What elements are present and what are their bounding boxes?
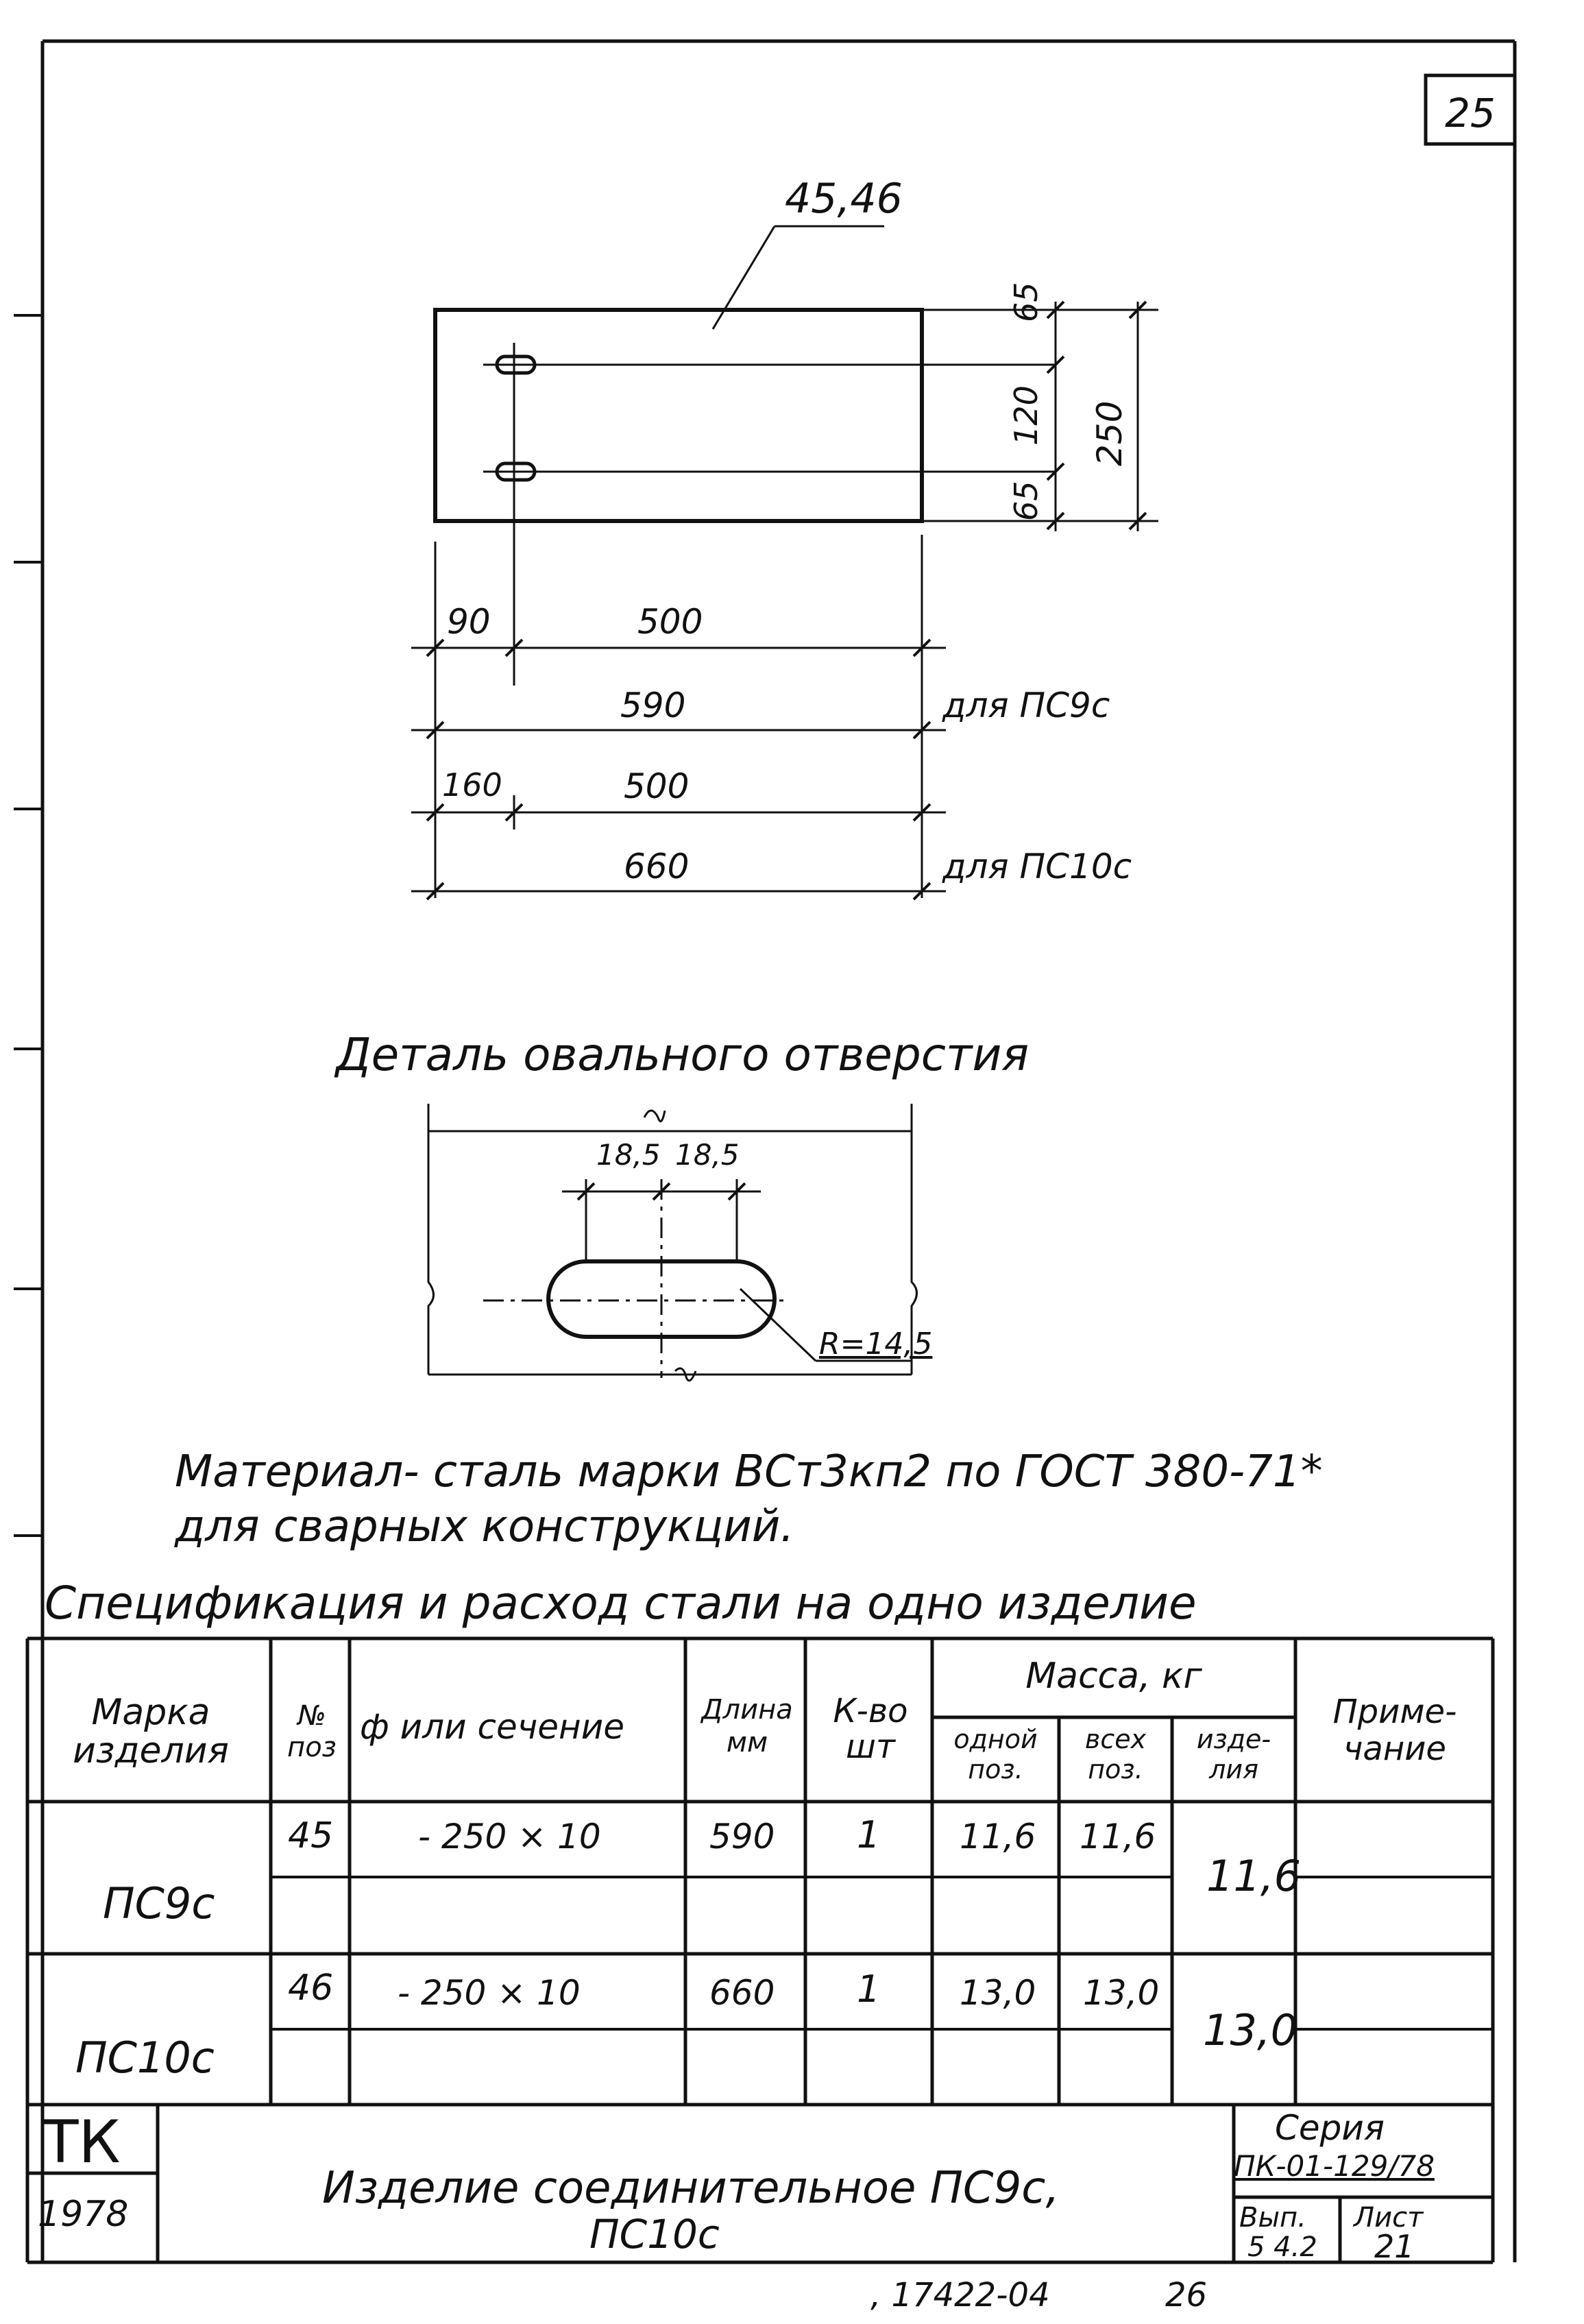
dim-note-ps9: для ПС9с — [942, 686, 1110, 725]
row2-mass-all: 13,0 — [1083, 1973, 1160, 2013]
spec-title: Спецификация и расход стали на одно изделие — [45, 1577, 1197, 1630]
dim-65-bottom: 65 — [1008, 481, 1045, 521]
row1-pos: 45 — [288, 1815, 334, 1856]
sheet-number: 25 — [1445, 90, 1496, 136]
row2-section: - 250 × 10 — [398, 1973, 581, 2013]
plate-drawing — [411, 226, 1158, 899]
th-mass-all: всех поз. — [1084, 1724, 1147, 1784]
row1-mass-item: 11,6 — [1206, 1851, 1302, 1901]
th-pos: № поз — [287, 1700, 337, 1763]
th-mass-item: изде- лия — [1196, 1724, 1271, 1784]
detail-title: Деталь овального отверстия — [336, 1028, 1029, 1081]
detail-dim-right: 18,5 — [675, 1138, 740, 1172]
footer-page: 26 — [1165, 2276, 1208, 2314]
th-section: ф или сечение — [360, 1707, 624, 1747]
dim-500-b: 500 — [624, 766, 690, 806]
stamp-org: ТК — [42, 2108, 121, 2177]
row2-pos: 46 — [288, 1968, 334, 2009]
th-mass: Масса, кг — [1025, 1656, 1202, 1697]
th-qty: К-во шт — [833, 1692, 908, 1766]
th-length: Длина мм — [701, 1694, 793, 1758]
row2-mark: ПС10с — [75, 2033, 215, 2083]
dim-120: 120 — [1008, 385, 1045, 446]
binding-ticks — [14, 315, 42, 1536]
row1-mass-all: 11,6 — [1080, 1817, 1156, 1856]
dim-note-ps10: для ПС10с — [942, 847, 1132, 886]
dim-590: 590 — [620, 686, 686, 725]
row2-length: 660 — [709, 1973, 775, 2013]
th-mark: Марка изделия — [73, 1692, 229, 1771]
dim-65-top: 65 — [1008, 282, 1045, 322]
th-note: Приме- чание — [1332, 1693, 1457, 1768]
material-line1: Материал- сталь марки ВСт3кп2 по ГОСТ 380-71* — [175, 1447, 1323, 1497]
detail-radius: R=14,5 — [819, 1327, 933, 1361]
footer-code: , 17422-04 — [870, 2276, 1050, 2314]
row2-mass-item: 13,0 — [1203, 2005, 1298, 2055]
stamp-title-line1: Изделие соединительное ПС9с, — [322, 2163, 1060, 2214]
part-callout: 45,46 — [785, 175, 903, 223]
dim-250: 250 — [1090, 400, 1130, 466]
row1-section: - 250 × 10 — [418, 1817, 601, 1856]
detail-dim-left: 18,5 — [596, 1138, 661, 1172]
row2-mass-one: 13,0 — [960, 1973, 1036, 2013]
material-line2: для сварных конструкций. — [175, 1501, 794, 1552]
stamp-series-label: Серия — [1275, 2108, 1385, 2148]
row1-length: 590 — [709, 1817, 775, 1856]
stamp-issue-value: 5 4.2 — [1247, 2231, 1317, 2263]
stamp-year: 1978 — [38, 2194, 129, 2235]
row1-qty: 1 — [857, 1813, 881, 1856]
stamp-title-line2: ПС10с — [589, 2211, 720, 2258]
stamp-sheet-value: 21 — [1374, 2228, 1415, 2265]
dim-660: 660 — [624, 847, 690, 886]
stamp-sheet-label: Лист — [1354, 2202, 1424, 2234]
row1-mark: ПС9с — [103, 1878, 215, 1928]
th-mass-one: одной поз. — [953, 1724, 1038, 1784]
row2-qty: 1 — [857, 1968, 881, 2011]
dim-160: 160 — [442, 766, 502, 803]
dim-500-a: 500 — [637, 602, 703, 642]
stamp-series-value: ПК-01-129/78 — [1234, 2149, 1435, 2183]
stamp-issue-label: Вып. — [1239, 2202, 1306, 2234]
row1-mass-one: 11,6 — [960, 1817, 1036, 1856]
dim-90: 90 — [447, 602, 491, 642]
